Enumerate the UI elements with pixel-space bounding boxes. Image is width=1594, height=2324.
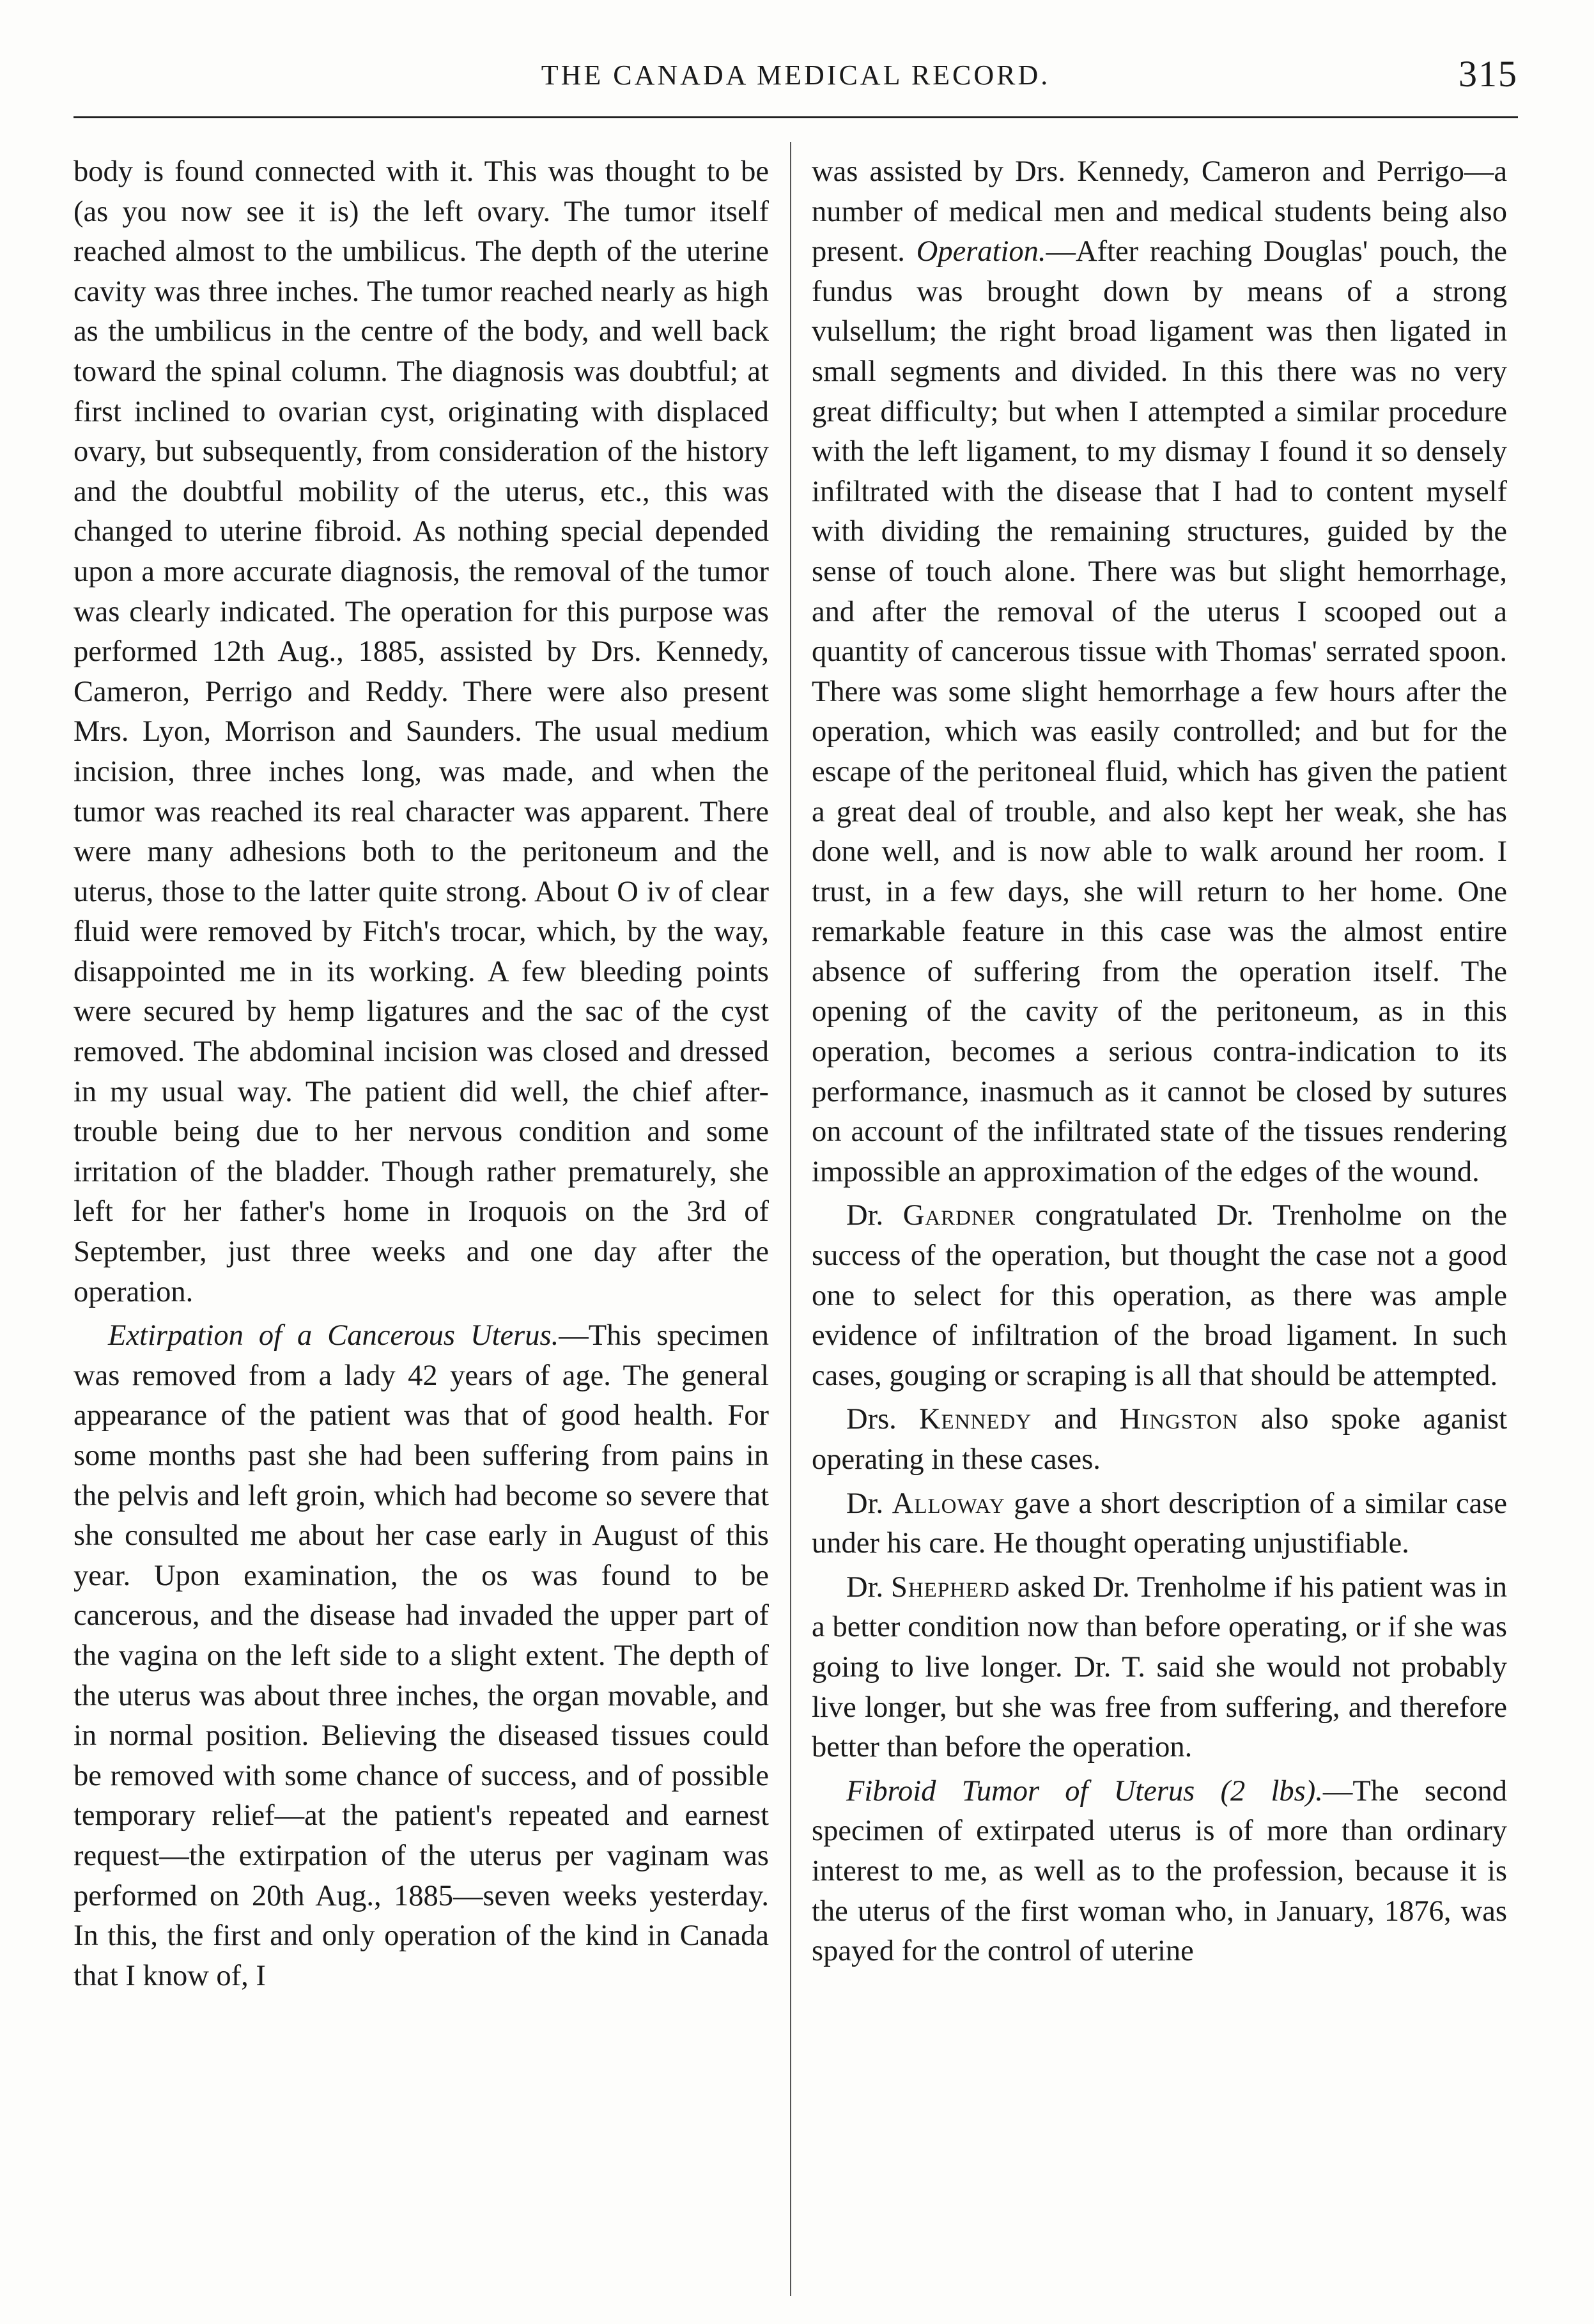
right-paragraph-1	[812, 152, 1507, 1192]
fibroid-paragraph-body: —The second specimen of extirpated uterus is of more than ordinary interest to me, as well as to the profession, because it is the uterus of the first woman who, in January, 1876, was spayed for the control of uterine	[812, 1774, 1507, 1968]
section-heading-cancerous-uterus: Extirpation of a Cancerous Uterus.	[108, 1319, 559, 1352]
page-number: 315	[1459, 53, 1518, 95]
speaker-name-hingston: Hingston	[1119, 1403, 1239, 1436]
title-dr: Dr.	[846, 1199, 903, 1232]
left-paragraph-2	[74, 1316, 769, 1996]
running-header	[74, 52, 1518, 104]
right-paragraph-1-body: —After reaching Douglas' pouch, the fundus was brought down by means of a strong vulsellum; the right broad ligament was then ligated in small segments and divided. In this there was no very great difficulty; but when I attempted a similar procedure with the left ligament, to my dismay I found it so densely infiltrated with the disease that I had to content myself with dividing the remaining structures, guided by the sense of touch alone. There was but slight hemorrhage, and after the removal of the uterus I scooped out a quantity of cancerous tissue with Thomas' serrated spoon. There was some slight hemorrhage a few hours after the operation, which was easily controlled; and but for the escape of the peritoneal fluid, which has given the patient a great deal of trouble, and also kept her weak, she has done well, and is now able to walk around her room. I trust, in a few days, she will return to her home. One remarkable feature in this case was the almost entire absence of suffering from the operation itself. The opening of the cavity of the peritoneum, as in this operation, becomes a serious contra-indication to its performance, inasmuch as it cannot be closed by sutures on account of the infiltrated state of the tissues rendering impossible an approximation of the edges of the wound.	[812, 235, 1507, 1188]
title-dr: Dr.	[846, 1570, 891, 1604]
kennedy-hingston-paragraph	[812, 1400, 1507, 1480]
right-column	[812, 152, 1507, 1972]
speaker-name-alloway: Alloway	[892, 1487, 1005, 1520]
left-paragraph-1: body is found connected with it. This was thought to be (as you now see it is) the left ovary. The tumor itself reached almost to the umbilicus. The depth of the uterine cavity was three inches. The tumor reached nearly as high as the umbilicus in the centre of the body, and well back toward the spinal column. The diagnosis was doubtful; at first inclined to ovarian cyst, originating with displaced ovary, but subsequently, from consideration of the history and the doubtful mobility of the uterus, etc., this was changed to uterine fibroid. As nothing special depended upon a more accurate diagnosis, the removal of the tumor was clearly indicated. The operation for this purpose was performed 12th Aug., 1885, assisted by Drs. Kennedy, Cameron, Perrigo and Reddy. There were also present Mrs. Lyon, Morrison and Saunders. The usual medium incision, three inches long, was made, and when the tumor was reached its real character was apparent. There were many adhesions both to the peritoneum and the uterus, those to the latter quite strong. About O iv of clear fluid were removed by Fitch's trocar, which, by the way, disappointed me in its working. A few bleeding points were secured by hemp ligatures and the sac of the cyst removed. The abdominal incision was closed and dressed in my usual way. The patient did well, the chief after-trouble being due to her nervous condition and some irritation of the bladder. Though rather prematurely, she left for her father's home in Iroquois on the 3rd of September, just three weeks and one day after the operation.	[74, 155, 769, 1308]
fibroid-paragraph	[812, 1772, 1507, 1972]
operation-heading: Operation.	[916, 235, 1046, 268]
column-divider	[790, 142, 791, 2296]
gardner-paragraph	[812, 1196, 1507, 1396]
shepherd-remarks: asked Dr. Trenholme if his patient was in a better condition now than before operating, or if she was going to live longer. Dr. T. said she would not probably live longer, but she was free from suffering, and therefore better than before the operation.	[812, 1570, 1508, 1764]
section-heading-fibroid-tumor: Fibroid Tumor of Uterus (2 lbs).	[846, 1774, 1323, 1808]
shepherd-paragraph	[812, 1568, 1507, 1768]
alloway-paragraph	[812, 1484, 1507, 1564]
title-dr: Dr.	[846, 1487, 892, 1520]
gardner-remarks: congratulated Dr. Trenholme on the success of the operation, but thought the case not a good one to select for this operation, as there was ample evidence of infiltration of the broad ligament. In such cases, gouging or scraping is all that should be attempted.	[812, 1199, 1508, 1392]
speaker-name-gardner: Gardner	[902, 1199, 1016, 1232]
left-paragraph-2-body: —This specimen was removed from a lady 42 years of age. The general appearance of the patient was that of good health. For some months past she had been suffering from pains in the pelvis and left groin, which had become so severe that she consulted me about her case early in August of this year. Upon examination, the os was found to be cancerous, and the disease had invaded the upper part of the vagina on the left side to a slight extent. The depth of the uterus was about three inches, the organ movable, and in normal position. Believing the diseased tissues could be removed with some chance of success, and of possible temporary relief—at the patient's repeated and earnest request—the extirpation of the uterus per vaginam was performed on 20th Aug., 1885—seven weeks yesterday. In this, the first and only operation of the kind in Canada that I know of, I	[74, 1319, 769, 1992]
alloway-remarks: gave a short description of a similar case under his care. He thought operating unjustifiable.	[812, 1487, 1507, 1560]
conjunction: and	[1032, 1403, 1120, 1436]
journal-title: THE CANADA MEDICAL RECORD.	[541, 59, 1051, 91]
right-paragraph-1-start: was assisted by Drs. Kennedy, Cameron and Perrigo—a number of medical men and medical students being also present.	[812, 155, 1507, 268]
title-drs: Drs.	[846, 1403, 919, 1436]
speaker-name-shepherd: Shepherd	[890, 1570, 1010, 1604]
header-rule	[74, 116, 1518, 118]
speaker-name-kennedy: Kennedy	[918, 1403, 1032, 1436]
kennedy-hingston-remarks: also spoke aganist operating in these cases.	[812, 1403, 1508, 1476]
left-column	[74, 152, 769, 1996]
